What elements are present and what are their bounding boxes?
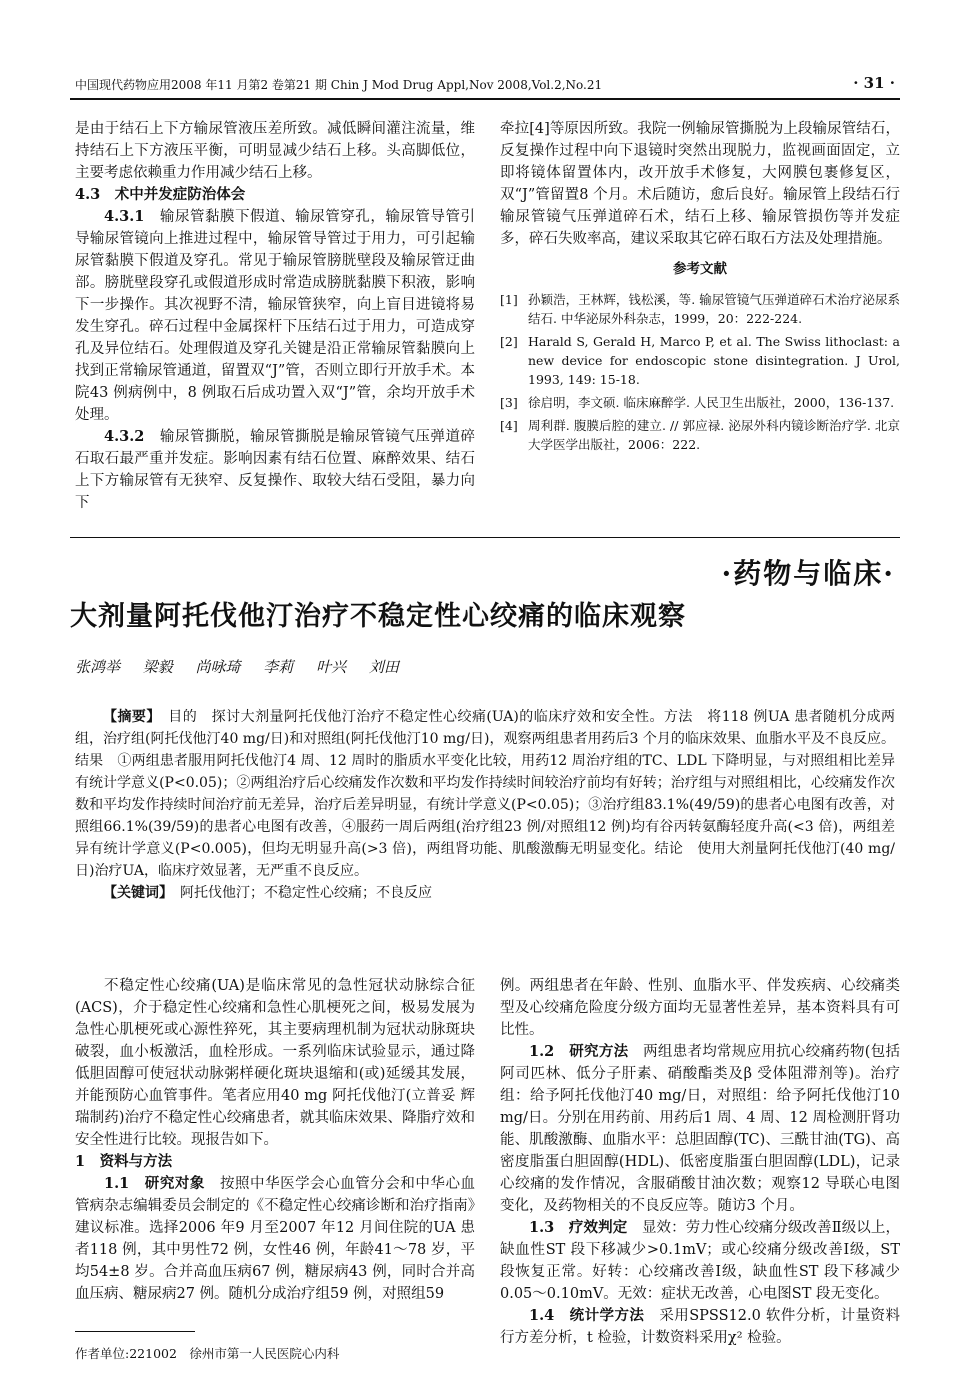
footnote: 作者单位:221002 徐州市第一人民医院心内科 [75, 1346, 340, 1361]
abstract [75, 706, 895, 882]
paragraph [500, 1217, 900, 1305]
column-tag: ·药物与临床· [721, 557, 895, 590]
reference-item [500, 290, 900, 328]
abstract-label: 【摘要】 [103, 709, 154, 725]
keywords [75, 882, 895, 904]
keywords-text: 阿托伐他汀；不稳定性心绞痛；不良反应 [166, 885, 432, 901]
subsection-heading: 1.4 统计学方法 [529, 1307, 660, 1324]
paragraph: 不稳定性心绞痛(UA)是临床常见的急性冠状动脉综合征(ACS)，介于稳定性心绞痛和急性心肌梗死之间，极易发展为急性心肌梗死或心源性猝死，其主要病理机制为冠状动脉斑块破裂，血小板激活，血栓形成。一系列临床试验显示，通过降低胆固醇可使冠状动脉粥样硬化斑块退缩和(或)延缓其发展，并能预防心血管事件。笔者应用40 mg 阿托伐他汀(立普妥 辉瑞制药)治疗不稳定性心绞痛患者，就其临床效果、降脂疗效和安全性进行比较。现报告如下。 [75, 978, 475, 1148]
reference-item [500, 416, 900, 454]
paragraph-text: 显效：劳力性心绞痛分级改善Ⅱ级以上，缺血性ST 段下移减少>0.1mV；或心绞痛分级改善Ⅰ级，ST 段恢复正常。好转：心绞痛改善Ⅰ级，缺血性ST 段下移减少0.05～0.10mV。无效：症状无改善，心电图ST 段无变化。 [500, 1220, 900, 1302]
abstract-text: 目的 探讨大剂量阿托伐他汀治疗不稳定性心绞痛(UA)的临床疗效和安全性。方法 将118 例UA 患者随机分成两组，治疗组(阿托伐他汀40 mg/日)和对照组(阿托伐他汀10 mg/日)，观察两组患者用药后3 个月的临床效果、血脂水平及不良反应。结果 ①两组患者服用阿托伐他汀4 周、12 周时的脂质水平变化比较，用药12 周治疗组的TC、LDL 下降明显，与对照组相比差异有统计学意义(P<0.05)；②两组治疗后心绞痛发作次数和平均发作持续时间较治疗前均有好转；治疗组与对照组相比，心绞痛发作次数和平均发作持续时间治疗前无差异，治疗后差异明显，有统计学意义(P<0.05)；③治疗组83.1%(49/59)的患者心电图有改善，对照组66.1%(39/59)的患者心电图有改善，④服药一周后两组(治疗组23 例/对照组12 例)均有谷丙转氨酶轻度升高(<3 倍)，两组差异有统计学意义(P<0.005)，但均无明显升高(>3 倍)，两组肾功能、肌酸激酶无明显变化。结论 使用大剂量阿托伐他汀(40 mg/日)治疗UA，临床疗效显著，无严重不良反应。 [75, 709, 895, 879]
reference-number: [4] [500, 418, 518, 433]
reference-item [500, 332, 900, 389]
author-list: 张鸿举 梁毅 尚咏琦 李莉 叶兴 刘田 [75, 658, 399, 676]
article-title: 大剂量阿托伐他汀治疗不稳定性心绞痛的临床观察 [70, 601, 686, 632]
paragraph: 例。两组患者在年龄、性别、血脂水平、伴发疾病、心绞痛类型及心绞痛危险度分级方面均无显著性差异，基本资料具有可比性。 [500, 978, 900, 1038]
paragraph [75, 426, 475, 514]
paragraph [500, 1041, 900, 1217]
reference-text: 徐启明，李文硕. 临床麻醉学. 人民卫生出版社，2000，136-137. [528, 395, 895, 410]
subsection-heading: 1.3 疗效判定 [529, 1219, 642, 1236]
subsection-heading: 4.3.2 [104, 428, 160, 445]
reference-number: [1] [500, 292, 518, 307]
paragraph [75, 206, 475, 426]
references-heading: 参考文献 [673, 261, 727, 277]
subsection-heading: 1.2 研究方法 [529, 1043, 644, 1060]
header-rule [70, 98, 900, 100]
footnote-rule [75, 1331, 195, 1332]
paragraph: 是由于结石上下方输尿管液压差所致。减低瞬间灌注流量，维持结石上下方液压平衡，可明显减少结石上移。头高脚低位，主要考虑依赖重力作用减少结石上移。 [75, 121, 475, 181]
paragraph-text: 按照中华医学会心血管分会和中华心血管病杂志编辑委员会制定的《不稳定性心绞痛诊断和治疗指南》建议标准。选择2006 年9 月至2007 年12 月间住院的UA 患者118 例，其中男性72 例，女性46 例，年龄41～78 岁，平均54±8 岁。合并高血压病67 例，糖尿病43 例，同时合并高血压病、糖尿病27 例。随机分成治疗组59 例，对照组59 [75, 1176, 475, 1302]
section-heading: 1 资料与方法 [75, 1153, 173, 1170]
reference-number: [2] [500, 334, 518, 349]
reference-text: 孙颖浩，王林辉，钱松溪，等. 输尿管镜气压弹道碎石术治疗泌尿系结石. 中华泌尿外科杂志，1999，20：222-224. [528, 292, 900, 326]
top-left-column [75, 118, 475, 514]
subsection-heading: 4.3.1 [104, 208, 160, 225]
paragraph-text: 两组患者均常规应用抗心绞痛药物(包括阿司匹林、低分子肝素、硝酸酯类及β 受体阻滞剂等)。治疗组：给予阿托伐他汀40 mg/日，对照组：给予阿托伐他汀10 mg/日。分别在用药前、用药后1 周、4 周、12 周检测肝肾功能、肌酸激酶、血脂水平：总胆固醇(TC)、三酰甘油(TG)、高密度脂蛋白胆固醇(HDL)、低密度脂蛋白胆固醇(LDL)，记录心绞痛的发作情况，含服硝酸甘油次数；观察12 导联心电图变化，及药物相关的不良反应等。随访3 个月。 [500, 1044, 900, 1214]
reference-number: [3] [500, 395, 518, 410]
reference-text: 周利群. 腹膜后腔的建立. // 郭应禄. 泌尿外科内镜诊断治疗学. 北京大学医学出版社，2006：222. [528, 418, 900, 452]
paragraph [75, 1173, 475, 1305]
article-separator [70, 537, 900, 538]
top-right-column [500, 118, 900, 458]
reference-text: Harald S, Gerald H, Marco P, et al. The Swiss lithoclast: a new device for endoscopic stone disintegration. J Urol, 1993, 149: 15-18. [528, 334, 900, 387]
reference-item [500, 393, 900, 412]
paragraph-text: 采用SPSS12.0 软件分析，计量资料行方差分析，t 检验，计数资料采用χ² 检验。 [500, 1308, 900, 1346]
section-heading: 4.3 术中并发症防治体会 [75, 186, 246, 203]
running-header: 中国现代药物应用2008 年11 月第2 卷第21 期 Chin J Mod Drug Appl,Nov 2008,Vol.2,No.21 [75, 78, 603, 92]
keywords-label: 【关键词】 [103, 885, 166, 901]
subsection-heading: 1.1 研究对象 [104, 1175, 220, 1192]
paragraph: 牵拉[4]等原因所致。我院一例输尿管撕脱为上段输尿管结石，反复操作过程中向下退镜时突然出现脱力，监视画面固定，立即将镜体留置体内，改开放手术修复，大网膜包裹修复区，双“J”管留置8 个月。术后随访，愈后良好。输尿管上段结石行输尿管镜气压弹道碎石术，结石上移、输尿管损伤等并发症多，碎石失败率高，建议采取其它碎石取石方法及处理措施。 [500, 121, 900, 247]
page-number: · 31 · [853, 74, 895, 92]
reference-list [500, 290, 900, 454]
bottom-right-column [500, 975, 900, 1349]
abstract-block [75, 706, 895, 904]
bottom-left-column [75, 975, 475, 1305]
paragraph-text: 输尿管黏膜下假道、输尿管穿孔，输尿管导管引导输尿管镜向上推进过程中，输尿管导管过于用力，可引起输尿管黏膜下假道及穿孔。常见于输尿管膀胱壁段及输尿管迂曲部。膀胱壁段穿孔或假道形成时常造成膀胱黏膜下积液，影响下一步操作。其次视野不清，输尿管狭窄，向上盲目进镜将易发生穿孔。碎石过程中金属探杆下压结石过于用力，可造成穿孔及异位结石。处理假道及穿孔关键是沿正常输尿管黏膜向上找到正常输尿管通道，留置双“J”管，否则立即行开放手术。本院43 例病例中，8 例取石后成功置入双“J”管，余均开放手术处理。 [75, 209, 475, 423]
paragraph-text: 输尿管撕脱，输尿管撕脱是输尿管镜气压弹道碎石取石最严重并发症。影响因素有结石位置、麻醉效果、结石上下方输尿管有无狭窄、反复操作、取较大结石受阻，暴力向下 [75, 429, 475, 511]
paragraph [500, 1305, 900, 1349]
